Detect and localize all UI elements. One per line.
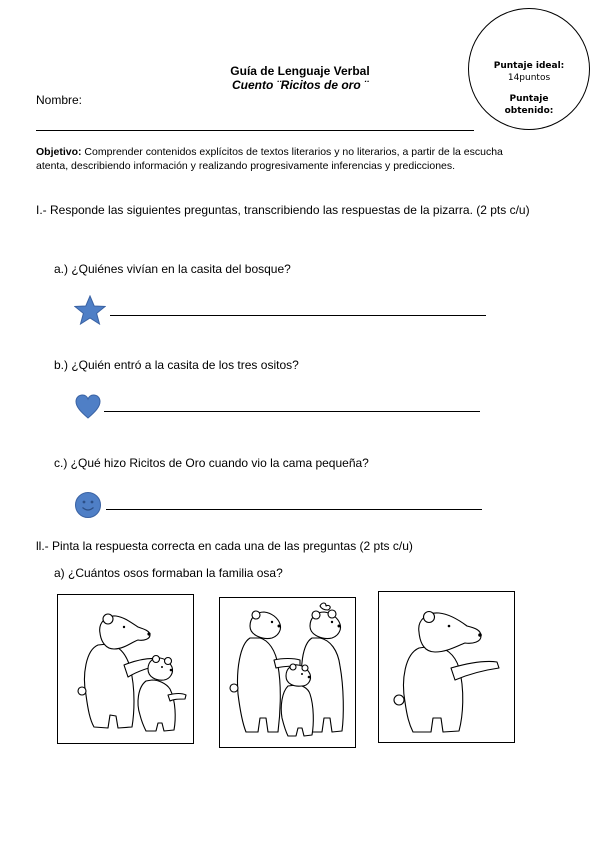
question-1b: b.) ¿Quién entró a la casita de los tres ositos? [54,358,299,372]
option-two-bears[interactable] [57,594,194,744]
answer-line-1c[interactable] [106,509,482,510]
objective-text: Comprender contenidos explícitos de textos literarios y no literarios, a partir de la escucha atenta, describiendo información y realizando progresivamente inferencias y predicciones. [36,146,503,172]
name-line[interactable] [36,130,474,131]
question-2a: a) ¿Cuántos osos formaban la familia osa? [54,566,283,580]
section-1-heading: I.- Responde las siguientes preguntas, transcribiendo las respuestas de la pizarra. (2 pts c/u) [36,203,530,217]
star-icon [74,295,106,325]
option-one-bear[interactable] [378,591,515,743]
one-bear-illustration [379,592,514,742]
objective [36,145,536,173]
section-2-heading: ll.- Pinta la respuesta correcta en cada una de las preguntas (2 pts c/u) [36,539,413,553]
question-1c: c.) ¿Qué hizo Ricitos de Oro cuando vio la cama pequeña? [54,456,369,470]
ideal-score-label: Puntaje ideal: [493,61,565,71]
three-bears-illustration [220,598,355,747]
answer-line-1a[interactable] [110,315,486,316]
score-circle [468,8,590,130]
heart-icon [75,394,101,420]
smiley-icon [74,491,102,519]
question-1a: a.) ¿Quiénes vivían en la casita del bosque? [54,262,291,276]
ideal-score-value: 14puntos [507,73,551,83]
name-label: Nombre: [36,93,83,107]
worksheet-title: Guía de Lenguaje Verbal [230,64,370,78]
two-bears-illustration [58,595,193,743]
obtained-score-label-1: Puntaje [509,94,549,104]
answer-line-1b[interactable] [104,411,480,412]
objective-label: Objetivo: [36,146,82,158]
option-three-bears[interactable] [219,597,356,748]
worksheet-subtitle: Cuento ¨Ricitos de oro ¨ [232,78,368,92]
obtained-score-label-2: obtenido: [504,106,554,116]
